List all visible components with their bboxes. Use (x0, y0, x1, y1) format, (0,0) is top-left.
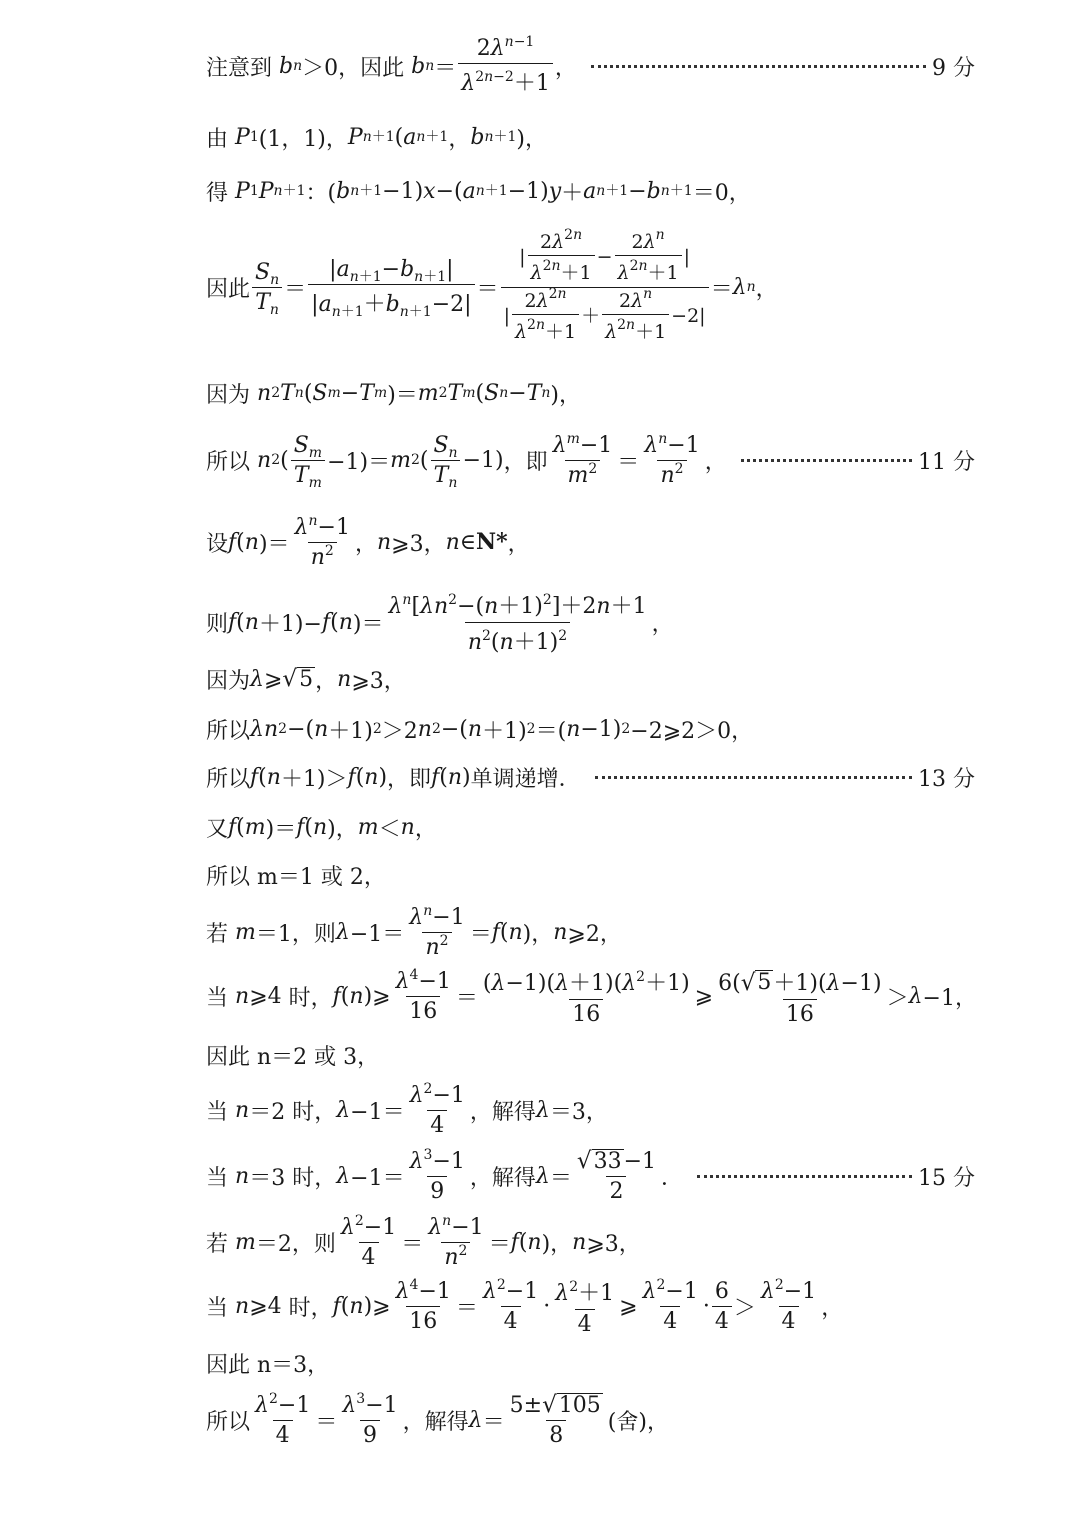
solution-line-13 (206, 860, 975, 890)
fraction: $\frac{(\lambda-1)(\lambda+1)(\lambda^2+1)}{16}$ (482, 968, 690, 1027)
fraction: $\frac{S_m}{T_m}$ (291, 433, 325, 488)
score-leader-dots (591, 65, 926, 68)
fraction: $\frac{\lambda^4-1}{16}$ (395, 1276, 451, 1334)
solution-line-18: 当 n ＝3 时， λ −1＝ $\frac{\lambda^3-1}{9}$ ，解得 λ ＝ √ 33 −1 2 ． 15 分 (206, 1146, 975, 1204)
fraction: $\frac{\lambda^n-1}{n^2}$ (409, 902, 465, 960)
fraction: √ 33 −1 2 (576, 1148, 657, 1204)
score-leader-dots (741, 459, 912, 462)
fraction: $\frac{\lambda^n-1}{n^2}$ (428, 1212, 484, 1270)
fraction: $\frac{\lambda^n-1}{n^2}$ (644, 430, 700, 488)
text: 当 (206, 985, 229, 1011)
solution-line-19: 若 m ＝2 ，则 $\frac{\lambda^2-1}{4}$ ＝ $\frac{\lambda^n-1}{n^2}$ ＝ f ( n )， n ⩾3， (206, 1212, 641, 1270)
score-13: 13 分 (918, 766, 975, 792)
solution-line-4: 因此 $\frac{S_n}{T_n}$ ＝ $\frac{|a_{n+1}-b_{n+1}|}{|a_{n+1}+b_{n+1}-2|}$ ＝ | $\frac{2\lambda^{2n}}{\lambda^{2n}+1}$ − $\frac{2\lambda^n}{\lambda^{2n}+1}$ | | $\frac{2\lambda^{2n}}{\lambda^{2n}+1}$ ＋ $\frac{2\lambda^n}{\lambda^{2n}+1}$ −2| ＝ λ n ， (206, 226, 778, 343)
fraction: $\frac{\lambda^2-1}{4}$ (255, 1390, 311, 1448)
text: 时， (288, 1295, 333, 1321)
text: 又 (206, 816, 229, 842)
solution-line-6: 所以 n 2 ( $\frac{S_m}{T_m}$ −1)＝ m 2 ( $\frac{S_n}{T_n}$ −1) ，即 $\frac{\lambda^m-1}{m^2}$ ＝ $\frac{\lambda^n-1}{n^2}$ ， 11 分 (206, 430, 975, 491)
solution-line-16 (206, 1040, 975, 1070)
text: 当 (206, 1165, 229, 1191)
fraction: $\frac{\lambda^2-1}{4}$ (340, 1212, 397, 1270)
fraction: $\frac{\lambda^2-1}{4}$ (409, 1080, 465, 1138)
text: 因为 (206, 382, 251, 408)
text: ，解得 (402, 1409, 469, 1435)
fraction: $\frac{6}{4}$ (712, 1279, 732, 1334)
text: 所以 (206, 449, 251, 475)
text: ，则 (291, 921, 336, 947)
text: ，解得 (469, 1165, 536, 1191)
fraction: $\frac{\lambda^2-1}{4}$ (482, 1276, 539, 1334)
text: ，即 (503, 449, 548, 475)
text: 单调递增． (470, 766, 581, 792)
text: 因此 n＝2 或 3， (206, 1044, 380, 1070)
text: 时， (292, 1165, 337, 1191)
text: 注意到 (206, 55, 273, 81)
fraction: 5± √ 105 8 (509, 1392, 601, 1448)
text: 时， (292, 1099, 337, 1125)
solution-line-21 (206, 1348, 975, 1378)
solution-line-10: 所以 λn 2 −( n ＋1) 2 ＞2 n 2 −( n ＋1) 2 ＝( n −1) 2 −2⩾2＞0， (206, 714, 975, 744)
text: 当 (206, 1099, 229, 1125)
solution-line-17: 当 n ＝2 时， λ −1＝ $\frac{\lambda^2-1}{4}$ ，解得 λ ＝3， (206, 1080, 608, 1138)
text: ，即 (387, 766, 432, 792)
fraction: $\frac{\lambda^2-1}{4}$ (642, 1276, 698, 1334)
fraction: $\frac{\lambda^2+1}{4}$ (555, 1278, 615, 1337)
fraction: $\frac{\lambda^3-1}{9}$ (342, 1390, 398, 1448)
solution-line-9: 因为 λ ⩾ √ 5 ， n ⩾3， (206, 664, 975, 694)
text: ，则 (291, 1231, 336, 1257)
score-leader-dots (595, 776, 912, 779)
fraction: 6( √ 5 ＋1)(λ−1) 16 (718, 969, 882, 1027)
fraction: $\frac{S_n}{T_n}$ (430, 433, 460, 488)
solution-line-14: 若 m ＝1 ，则 λ −1＝ $\frac{\lambda^n-1}{n^2}$ ＝ f ( n )， n ⩾2， (206, 902, 622, 960)
solution-line-2: 由 P 1 (1，1)， P n＋1 ( a n＋1 ， b n＋1 )， (206, 124, 547, 152)
score-9: 9 分 (932, 55, 975, 81)
solution-line-20: 当 n ⩾4 时， f ( n )⩾ $\frac{\lambda^4-1}{16}$ ＝ $\frac{\lambda^2-1}{4}$ · $\frac{\lambda^2+1}{4}$ ⩾ $\frac{\lambda^2-1}{4}$ · $\frac{6}{4}$ ＞ $\frac{\lambda^2-1}{4}$ ， (206, 1276, 844, 1337)
text: 所以 m＝1 或 2， (206, 864, 386, 890)
score-11: 11 分 (918, 449, 975, 475)
fraction: $\frac{\lambda^3-1}{9}$ (409, 1146, 465, 1204)
text: 因此 (206, 276, 251, 302)
fraction: $\frac{\lambda^n-1}{n^2}$ (294, 512, 350, 570)
text: 得 (206, 180, 229, 206)
solution-line-15: 当 n ⩾4 时， f ( n )⩾ $\frac{\lambda^4-1}{16}$ ＝ $\frac{(\lambda-1)(\lambda+1)(\lambda^2+1)}{16}$ ⩾ 6( √ 5 ＋1)(λ−1) 16 ＞ λ −1， (206, 966, 977, 1027)
sqrt: √ 5 (282, 666, 314, 692)
fraction: $\frac{|a_{n+1}-b_{n+1}|}{|a_{n+1}+b_{n+1}-2|}$ (308, 257, 474, 318)
text: 设 (206, 531, 229, 557)
score-leader-dots (697, 1175, 912, 1178)
fraction: $\frac{S_n}{T_n}$ (252, 260, 282, 315)
text: 则 (206, 611, 229, 637)
fraction: $\frac{\lambda^4-1}{16}$ (395, 966, 451, 1024)
text: 时， (288, 985, 333, 1011)
solution-line-5: 因为 n 2 T n ( S m − T m )＝ m 2 T m ( S n − T n )， (206, 378, 975, 408)
score-15: 15 分 (918, 1165, 975, 1191)
text: (舍)， (607, 1409, 669, 1435)
fraction: $\frac{\lambda^m-1}{m^2}$ (552, 430, 613, 488)
solution-line-1: 注意到 b n ＞0 ，因此 b n ＝ $\frac{2\lambda^{n-1}}{\lambda^{2n-2}+1}$ ， 9 分 (206, 33, 975, 96)
solution-line-3: 得 P 1 P n＋1 ：( b n＋1 −1) x −( a n＋1 −1) y ＋ a n＋1 − b n＋1 ＝0， (206, 176, 975, 206)
text: 若 (206, 921, 229, 947)
solution-line-12: 又 f ( m )＝ f ( n )， m ＜ n ， (206, 812, 975, 842)
text: 因为 (206, 668, 251, 694)
text: 当 (206, 1295, 229, 1321)
text: 所以 (206, 1409, 251, 1435)
text: ，因此 (338, 55, 405, 81)
solution-line-7: 设 f ( n )＝ $\frac{\lambda^n-1}{n^2}$ ， n ⩾3， n ∈ N* ， (206, 512, 530, 570)
solution-line-22: 所以 $\frac{\lambda^2-1}{4}$ ＝ $\frac{\lambda^3-1}{9}$ ，解得 λ ＝ 5± √ 105 8 (舍)， (206, 1390, 669, 1448)
fraction: $\frac{\lambda^2-1}{4}$ (760, 1276, 817, 1334)
text: ，解得 (469, 1099, 536, 1125)
solution-line-11: 所以 f ( n ＋1)＞ f ( n ) ，即 f ( n ) 单调递增． 13 分 (206, 762, 975, 792)
text: 因此 n＝3， (206, 1352, 330, 1378)
text: 若 (206, 1231, 229, 1257)
text: 所以 (206, 718, 251, 744)
solution-line-8: 则 f ( n ＋1)− f ( n )＝ $\frac{\lambda^n[\lambda n^2-(n+1)^2]+2n+1}{n^2(n+1)^2}$ ， (206, 592, 975, 652)
fraction: $\frac{2\lambda^{n-1}}{\lambda^{2n-2}+1}$ (458, 36, 553, 97)
text: 所以 (206, 766, 251, 792)
fraction: | $\frac{2\lambda^{2n}}{\lambda^{2n}+1}$ − $\frac{2\lambda^n}{\lambda^{2n}+1}$ | | $\frac{2\lambda^{2n}}{\lambda^{2n}+1}$ ＋ $\frac{2\lambda^n}{\lambda^{2n}+1}$ −2| (501, 231, 709, 344)
fraction: $\frac{\lambda^n[\lambda n^2-(n+1)^2]+2n+1}{n^2(n+1)^2}$ (388, 591, 647, 655)
